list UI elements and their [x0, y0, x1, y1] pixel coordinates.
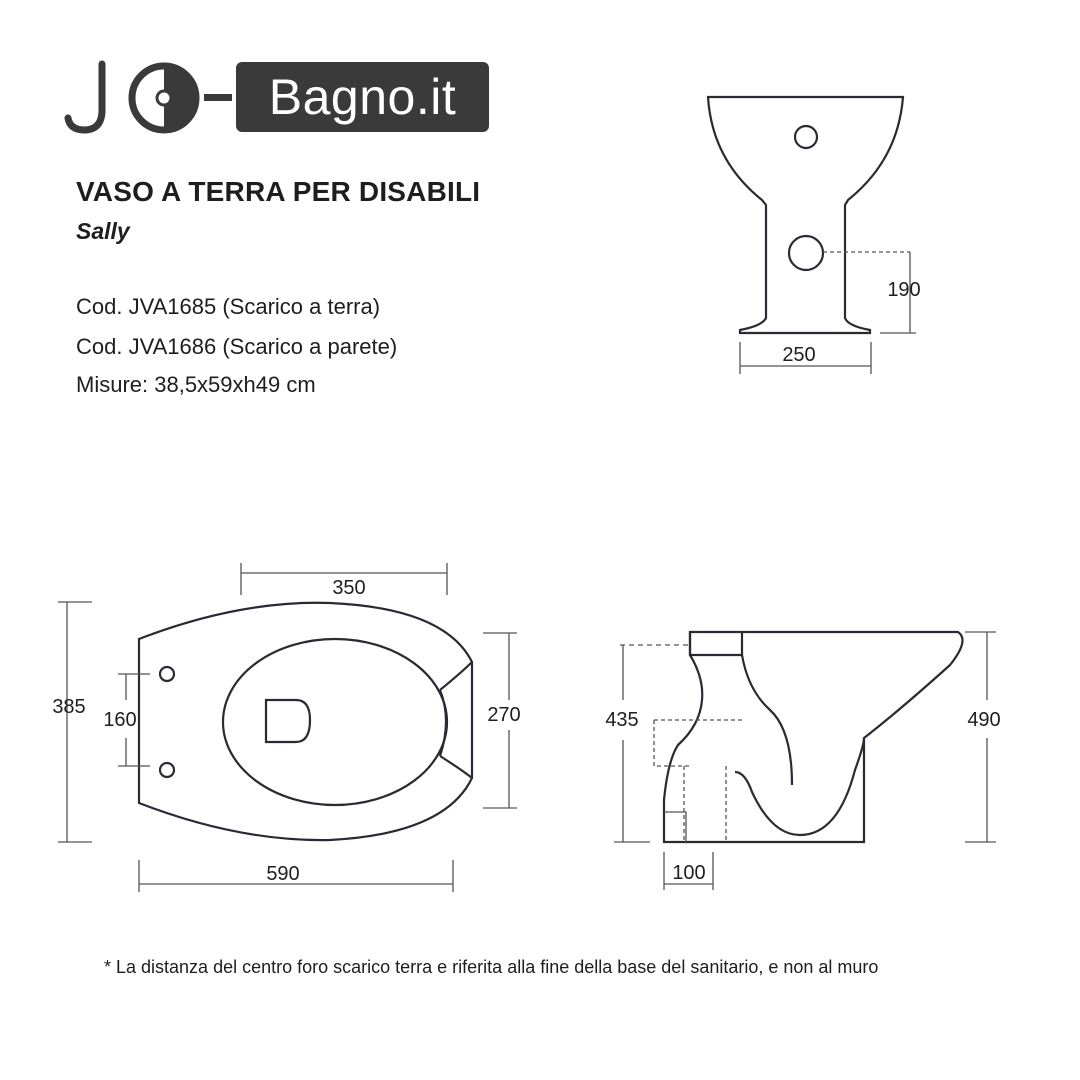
- dim-front-width: 250: [782, 344, 816, 366]
- dim-top-holes: 160: [103, 709, 137, 731]
- spec-code-wall: Cod. JVA1686 (Scarico a parete): [76, 334, 398, 359]
- dim-side-offset: 100: [672, 862, 706, 884]
- dim-side-outlet: 435: [605, 709, 639, 731]
- dim-side-total: 490: [967, 709, 1001, 731]
- front-outlet-hole: [789, 236, 823, 270]
- top-view: [52, 563, 520, 892]
- bowl-rim: [223, 639, 447, 805]
- footnote: * La distanza del centro foro scarico terra e riferita alla fine della base del sanitario, e non al muro: [104, 957, 879, 977]
- front-view: [708, 97, 921, 374]
- product-title: VASO A TERRA PER DISABILI: [76, 176, 481, 207]
- dim-top-depth: 385: [52, 696, 86, 718]
- spec-code-floor: Cod. JVA1685 (Scarico a terra): [76, 294, 381, 319]
- side-view: [605, 632, 1000, 890]
- dim-top-length: 590: [266, 863, 300, 885]
- seat-hole-bottom: [160, 763, 174, 777]
- front-top-hole: [795, 126, 817, 148]
- dim-front-height: 190: [887, 279, 921, 301]
- product-subtitle: Sally: [76, 218, 130, 244]
- logo-text: Bagno.it: [268, 69, 457, 125]
- seat-hole-top: [160, 667, 174, 681]
- bowl-drain: [266, 700, 310, 742]
- dim-top-seat: 270: [487, 704, 521, 726]
- dim-top-width: 350: [332, 577, 366, 599]
- spec-size: Misure: 38,5x59xh49 cm: [76, 372, 316, 397]
